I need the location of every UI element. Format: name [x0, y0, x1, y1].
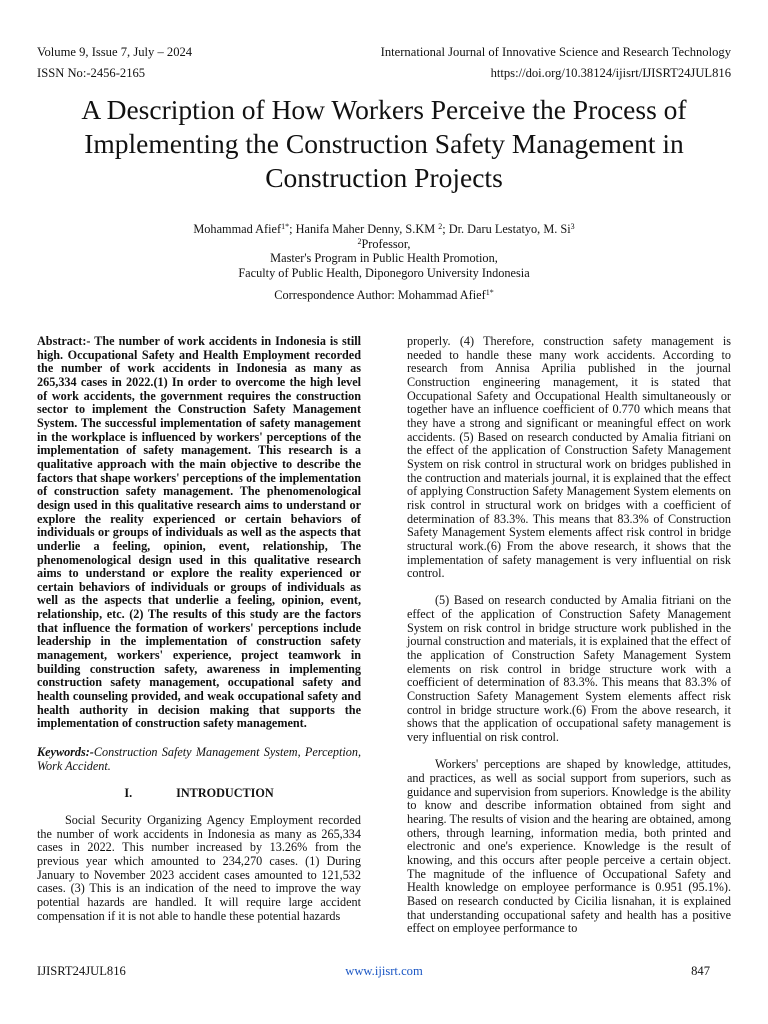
section-heading: [37, 787, 361, 801]
author-block: [60, 222, 708, 303]
author-1: Mohammad Afief: [193, 222, 282, 236]
correspondence-author: [60, 288, 708, 303]
intro-paragraph: Social Security Organizing Agency Employment recorded the number of work accidents in Indonesia as many as 265,334 cases in 2022. This number increased by 13.26% from the previous year which amounted to 234,270 cases. (1) During January to November 2023 accident cases amounted to 121,532 cases. (3) This is an indication of the need to improve the way potential hazards are handled. It will require large accident compensation if it is not able to handle these potential hazards: [37, 813, 361, 923]
section-title: INTRODUCTION: [176, 786, 274, 801]
section-number: I.: [124, 786, 133, 801]
affiliation-program: Master's Program in Public Health Promotion,: [270, 251, 498, 265]
author-1-sup: 1*: [281, 222, 290, 231]
keywords-label: Keywords:-: [37, 745, 94, 760]
affiliation-role: [60, 237, 708, 252]
abstract-label: Abstract:-: [37, 334, 91, 348]
author-3-sup: 3: [570, 222, 575, 231]
affiliation-faculty: Faculty of Public Health, Diponegoro University Indonesia: [238, 265, 530, 280]
author-line: [60, 222, 708, 237]
keywords: [37, 746, 361, 773]
header-issn: ISSN No:-2456-2165: [37, 66, 146, 80]
keywords-text: Construction Safety Management System, Perception, Work Accident.: [37, 745, 361, 773]
footer-code: IJISRT24JUL816: [37, 964, 126, 978]
author-3: ; Dr. Daru Lestatyo, M. Si: [442, 222, 571, 236]
header-journal-name: International Journal of Innovative Science and Research Technology: [380, 45, 731, 59]
body-paragraph-1: properly. (4) Therefore, construction safety management is needed to handle these many work accidents. According to research from Annisa Aprilia published in the journal Construction engineering management, it is stated that Occupational Safety and Occupational Health simultaneously or together have an influence coefficient of 0.770 which means that they have a strong and significant or meaningful effect on work accidents. (5) Based on research conducted by Amalia fitriani on the effect of the application of Construction Safety Management System on risk control in structural work on bridges published in the contruction and materials journal, it is explained that the effect of applying Construction Safety Management System elements on risk control in structural work on bridges with a coefficient of determination of 83.3%. This means that 83.3% of Construction Safety Management System elements affect risk control in bridge structural work.(6) From the above research, it shows that the implementation of safety management is very influential on risk control.: [407, 334, 731, 581]
body-paragraph-3: Workers' perceptions are shaped by knowledge, attitudes, and practices, as well as social support from superiors, such as guidance and supervision from superiors. Knowledge is the ability to know and describe information obtained from sight and hearing. The results of vision and the hearing are obtained, among others, through learning, information media, both printed and electronic and one's experience. Knowledge is the result of knowing, and this occurs after people perceive a certain object. The magnitude of the influence of Occupational Safety and Health knowledge on employee performance is 0.951 (95.1%). Based on research conducted by Cicilia lisnahan, it is explained that understanding occupational safety and health has a positive effect on employee performance to: [407, 757, 731, 936]
affiliation-role-text: Professor,: [361, 236, 411, 251]
footer-website-link[interactable]: www.ijisrt.com: [345, 964, 423, 978]
affiliation-sup: 2: [357, 236, 362, 246]
correspondence-text: Correspondence Author: Mohammad Afief: [274, 288, 486, 302]
correspondence-sup: 1*: [485, 288, 494, 297]
author-2: ; Hanifa Maher Denny, S.KM: [289, 222, 439, 236]
body-paragraph-2: (5) Based on research conducted by Amalia fitriani on the effect of the application of Construction Safety Management System on risk control in bridge structure work published in the journal construction and materials, it is explained that the effect of the application of Construction Safety Management System elements on risk control in bridge structure work with a coefficient of determination of 83.3%. This means that 83.3% of Construction Safety Management System elements affect risk control in bridge structure work.(6) From the above research, it shows that the application of occupational safety management is very influential on risk control.: [407, 593, 731, 745]
left-column: [37, 335, 361, 923]
right-column: [407, 335, 731, 936]
author-2-sup: 2: [438, 222, 443, 231]
footer-page-number: 847: [691, 964, 710, 978]
abstract: [37, 335, 361, 731]
header-doi: https://doi.org/10.38124/ijisrt/IJISRT24JUL816: [490, 66, 731, 80]
abstract-text: The number of work accidents in Indonesia is still high. Occupational Safety and Health Employment recorded the number of work accidents in Indonesia as many as 265,334 cases in 2022.(1) In order to overcome the high level of work accidents, the government requires the construction sector to implement the Construction Safety Management System. The successful implementation of safety management in the workplace is influenced by workers' perceptions of the implementation of safety management. This research is a qualitative approach with the main objective to describe the factors that shape workers' perceptions of the implementation of construction safety management. The phenomenological design used in this qualitative research aims to understand or explore the reality experienced or certain behaviors of individuals or groups of individuals as well as the aspects that underlie a feeling, opinion, event, relationship, The phenomenological design used in this qualitative research aims to understand or explore the reality experienced or certain behaviors of individuals or groups of individuals as well as the aspects that underlie a feeling, opinion, event, relationship, etc. (2) The results of this study are the factors that influence the formation of workers' perceptions include leadership in the implementation of construction safety management, workers' experience, project teamwork in building construction safety, awareness in implementing construction safety management, occupational safety and health counseling provided, and weak occupational safety and health authority in decision making that supports the implementation of construction safety management.: [37, 334, 361, 731]
paper-title: A Description of How Workers Perceive the Process of Implementing the Construction Safety Management in Construction Projects: [81, 94, 687, 193]
header-volume: Volume 9, Issue 7, July – 2024: [37, 45, 193, 59]
